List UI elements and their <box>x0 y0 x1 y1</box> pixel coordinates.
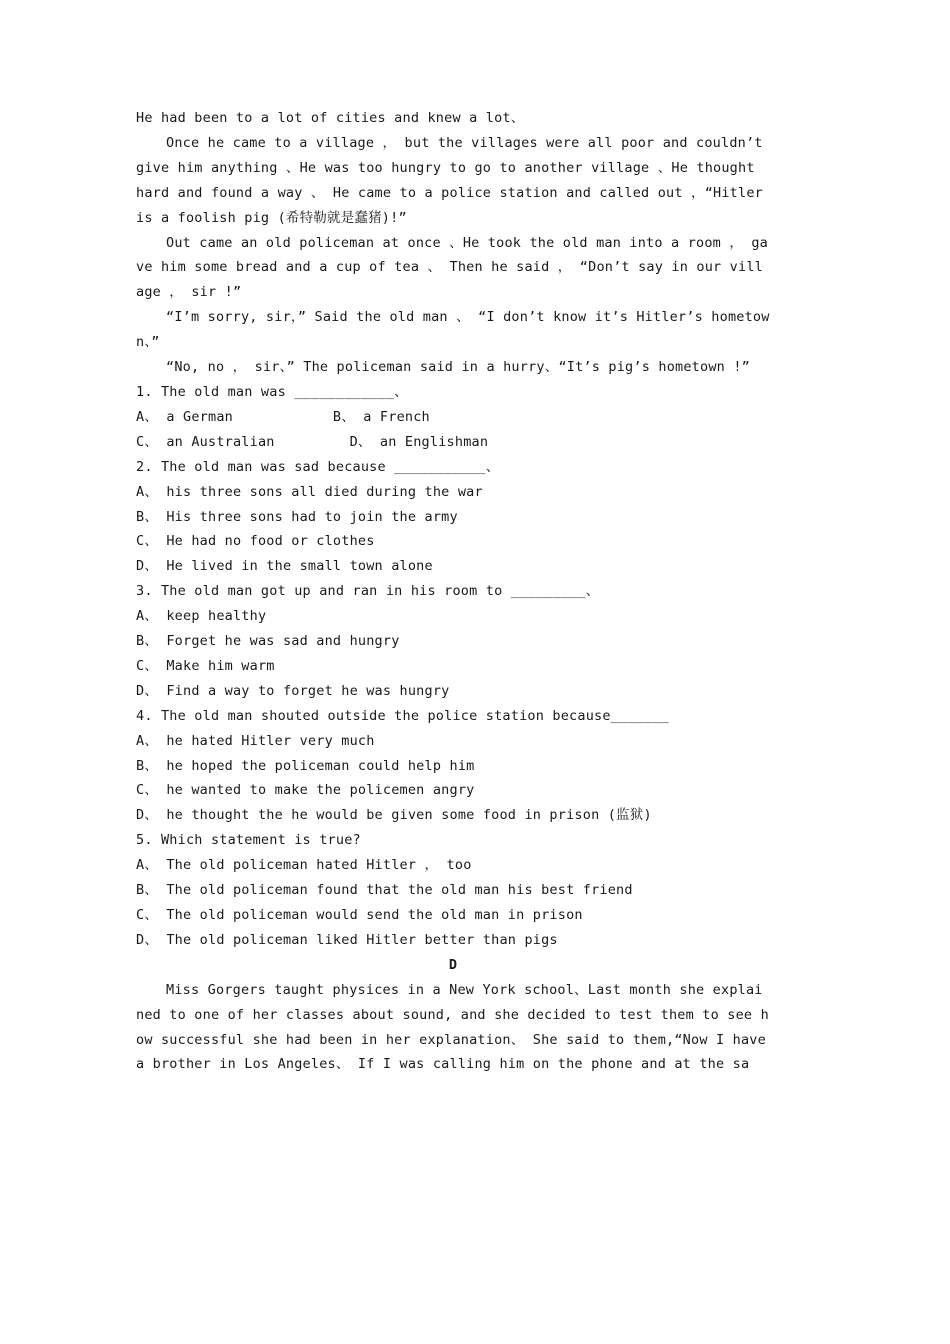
passage-paragraph-4: “I’m sorry, sir，” Said the old man 、 “I don’t know it’s Hitler’s hometown、” <box>136 309 770 351</box>
question-option: B、 His three sons had to join the army <box>136 508 458 525</box>
passage-line-1: He had been to a lot of cities and knew a lot、 <box>136 110 525 126</box>
question-option: C、 Make him warm <box>136 657 275 674</box>
question-option: B、 he hoped the policeman could help him <box>136 757 475 774</box>
question-option: D、 The old policeman liked Hitler better than pigs <box>136 931 558 948</box>
question-4 <box>136 704 770 829</box>
question-option: B、 The old policeman found that the old man his best friend <box>136 882 633 899</box>
question-option-row: A、 a German B、 a French <box>136 408 430 425</box>
question-stem: 4. The old man shouted outside the police station because_______ <box>136 707 669 724</box>
section-heading: D <box>448 956 458 973</box>
question-option: B、 Forget he was sad and hungry <box>136 633 400 650</box>
question-5 <box>136 828 770 953</box>
question-option: D、 he thought the he would be given some food in prison (监狱) <box>136 807 652 824</box>
question-stem: 5. Which statement is true? <box>136 832 361 849</box>
question-option: A、 he hated Hitler very much <box>136 732 375 749</box>
question-option-row: C、 an Australian D、 an Englishman <box>136 433 489 450</box>
passage-paragraph-3: Out came an old policeman at once 、He took the old man into a room ， gave him some bread and a cup of tea 、 Then he said ， “Don’t say in our village ， sir !” <box>136 234 769 301</box>
passage-paragraph-5: “No, no ， sir、” The policeman said in a hurry、“It’s pig’s hometown !” <box>166 359 750 376</box>
question-option: D、 Find a way to forget he was hungry <box>136 682 450 699</box>
question-option: A、 The old policeman hated Hitler ， too <box>136 857 472 874</box>
question-3 <box>136 579 770 704</box>
question-option: C、 The old policeman would send the old man in prison <box>136 907 583 923</box>
section-d <box>136 953 770 1078</box>
section-d-paragraph: Miss Gorgers taught physices in a New York school、Last month she explained to one of her classes about sound, and she decided to test them to see how successful she had been in her explanation、 She said to them,“Now I have a brother in Los Angeles、 If I was calling him on the phone and at the sa <box>136 981 769 1073</box>
passage-c <box>136 106 770 380</box>
question-stem: 2. The old man was sad because ___________、 <box>136 458 500 475</box>
question-stem: 3. The old man got up and ran in his room to _________、 <box>136 583 600 600</box>
passage-paragraph-2: Once he came to a village ， but the villages were all poor and couldn’t give him anything 、He was too hungry to go to another village 、He thought hard and found a way 、 He came to a police station and called out ，“Hitler is a foolish pig (希特勒就是蠢猪)!” <box>136 134 763 226</box>
document-page <box>136 106 770 1077</box>
question-option: A、 keep healthy <box>136 608 267 625</box>
question-option: D、 He lived in the small town alone <box>136 558 433 575</box>
question-1 <box>136 380 770 455</box>
question-option: C、 he wanted to make the policemen angry <box>136 782 475 799</box>
question-option: A、 his three sons all died during the war <box>136 483 483 500</box>
question-option: C、 He had no food or clothes <box>136 533 375 550</box>
question-2 <box>136 455 770 580</box>
question-stem: 1. The old man was ____________、 <box>136 383 408 400</box>
